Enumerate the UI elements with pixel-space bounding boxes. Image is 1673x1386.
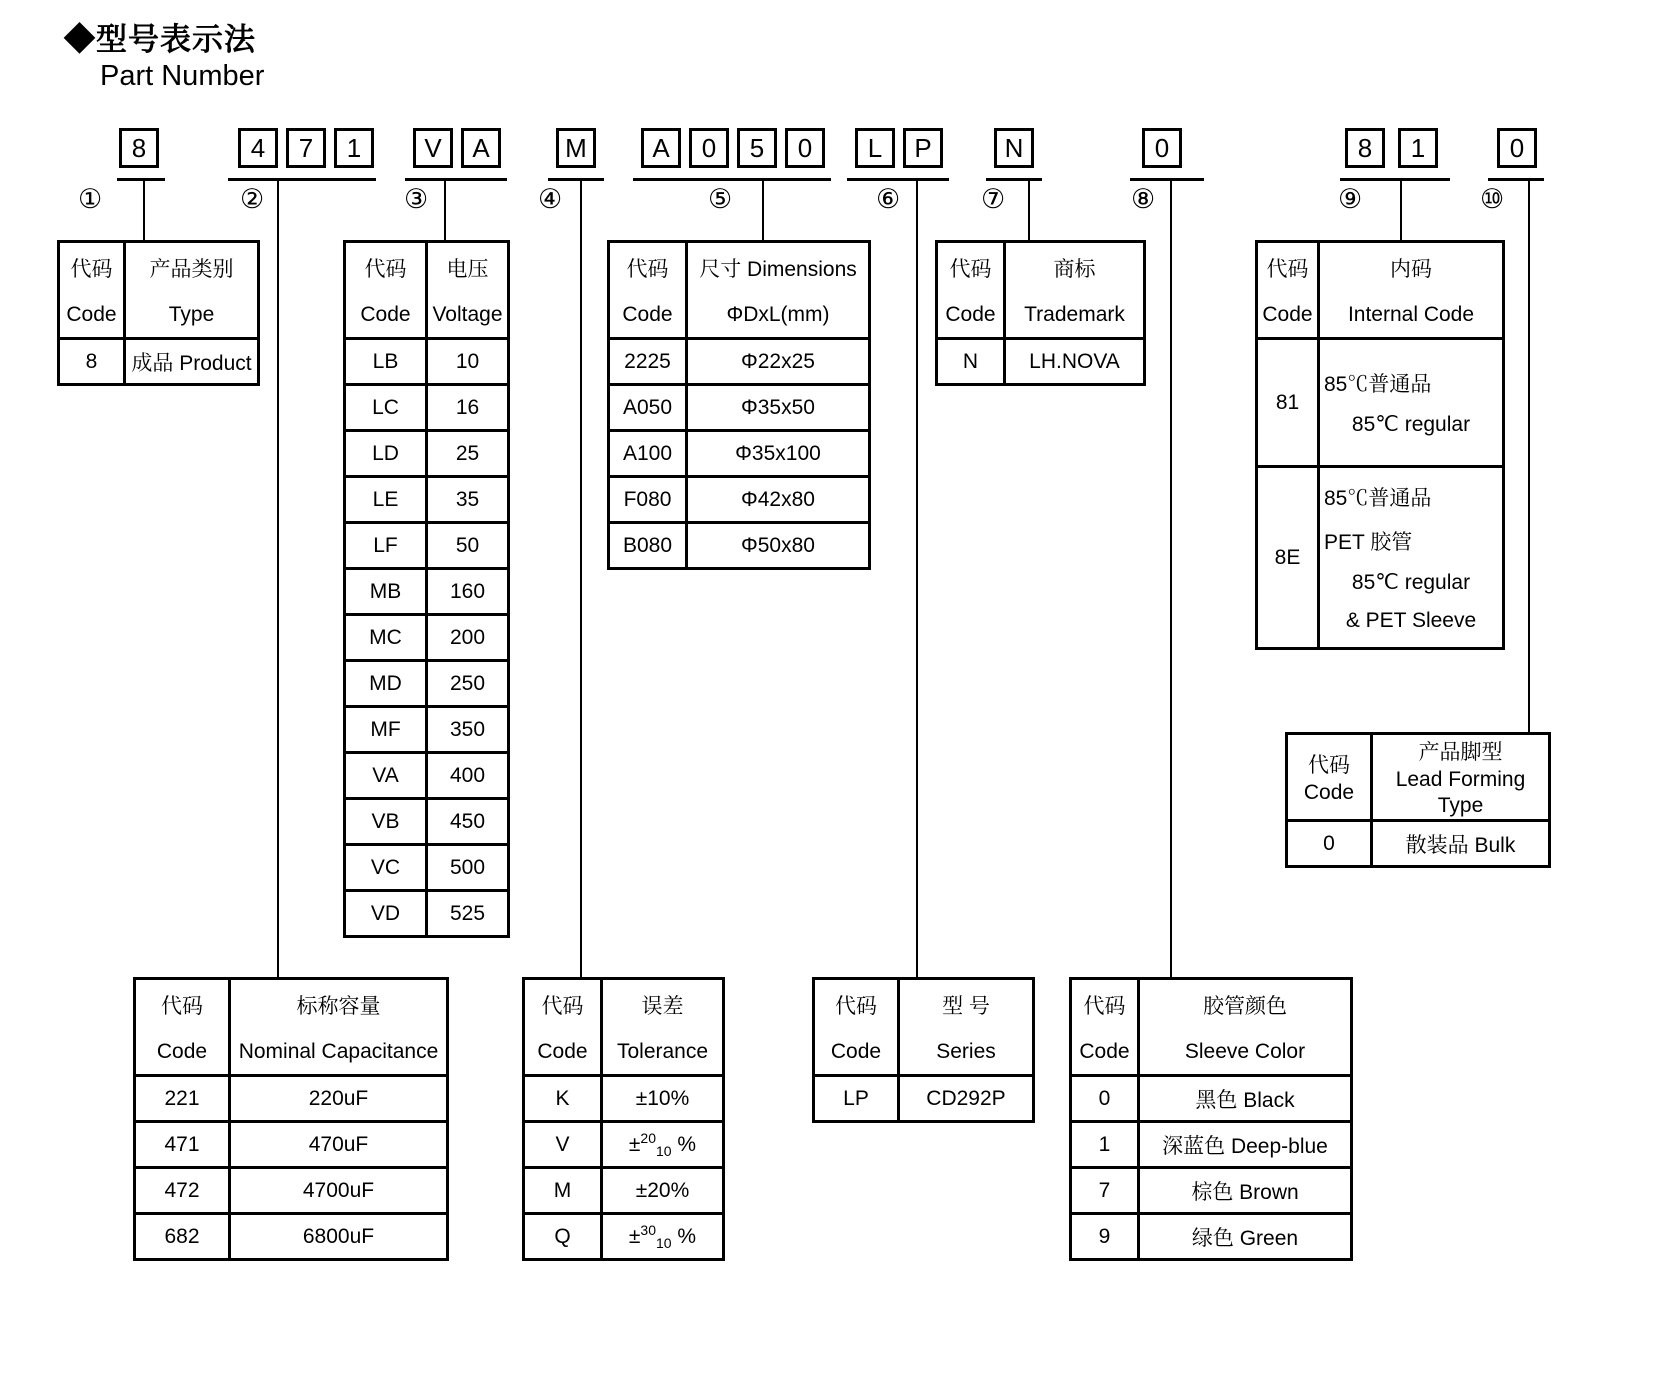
header-series-zh: 型 号 bbox=[942, 995, 990, 1018]
cell-code: F080 bbox=[609, 477, 687, 523]
cell-value: 450 bbox=[427, 799, 509, 845]
code-box: 0 bbox=[1497, 128, 1537, 168]
header-sleeve-en: Sleeve Color bbox=[1184, 1040, 1306, 1063]
connector-line bbox=[143, 181, 145, 240]
group-underline bbox=[1340, 178, 1450, 181]
table-row bbox=[814, 1076, 1034, 1122]
cell-value: 绿色 Green bbox=[1139, 1214, 1352, 1260]
connector-line bbox=[277, 181, 279, 977]
table-row bbox=[524, 1076, 724, 1122]
connector-line bbox=[1400, 181, 1402, 240]
group-underline bbox=[117, 178, 165, 181]
page-title-zh: ◆型号表示法 bbox=[64, 22, 256, 57]
header-capacitance-en: Nominal Capacitance bbox=[238, 1040, 439, 1063]
code-box: 7 bbox=[286, 128, 326, 168]
cell-code: M bbox=[524, 1168, 602, 1214]
cell-value: 400 bbox=[427, 753, 509, 799]
table-row bbox=[345, 431, 509, 477]
cell-code: MB bbox=[345, 569, 427, 615]
group-underline bbox=[986, 178, 1042, 181]
code-box: M bbox=[556, 128, 596, 168]
cell-value: 黑色 Black bbox=[1139, 1076, 1352, 1122]
header-code-zh: 代码 bbox=[161, 995, 203, 1018]
cell-value bbox=[1319, 339, 1504, 467]
table-row bbox=[937, 339, 1145, 385]
table-row bbox=[609, 477, 870, 523]
code-box: V bbox=[413, 128, 453, 168]
table-row bbox=[1071, 1076, 1352, 1122]
tolerance-lower: 10 bbox=[656, 1143, 672, 1160]
table-row bbox=[1257, 467, 1504, 649]
cell-value: 470uF bbox=[230, 1122, 448, 1168]
header-type-en: Type bbox=[168, 303, 215, 326]
table-header-row bbox=[1071, 979, 1352, 1076]
cell-code: 2225 bbox=[609, 339, 687, 385]
header-type-zh: 产品类别 bbox=[149, 258, 234, 281]
header-lead-en2: Type bbox=[1437, 794, 1484, 817]
header-code-zh: 代码 bbox=[541, 995, 584, 1018]
group-marker: ⑦ bbox=[981, 184, 1006, 214]
code-box: 8 bbox=[1345, 128, 1385, 168]
table-header-row bbox=[59, 242, 259, 339]
table-row bbox=[1071, 1168, 1352, 1214]
connector-line bbox=[762, 181, 764, 240]
table-row bbox=[609, 385, 870, 431]
header-code-en: Code bbox=[156, 1040, 208, 1063]
group-marker: ⑥ bbox=[876, 184, 901, 214]
cell-code: 472 bbox=[135, 1168, 230, 1214]
tolerance-lower: 10 bbox=[656, 1235, 672, 1252]
cell-value: 250 bbox=[427, 661, 509, 707]
cell-value: Φ35x50 bbox=[687, 385, 870, 431]
header-voltage-zh: 电压 bbox=[446, 258, 489, 281]
cell-code: N bbox=[937, 339, 1005, 385]
cell-code: 0 bbox=[1071, 1076, 1139, 1122]
table-row bbox=[345, 523, 509, 569]
table-header-row bbox=[609, 242, 870, 339]
group-marker: ③ bbox=[404, 184, 429, 214]
cell-code: 682 bbox=[135, 1214, 230, 1260]
cell-code: VC bbox=[345, 845, 427, 891]
cell-code: K bbox=[524, 1076, 602, 1122]
table-row bbox=[345, 385, 509, 431]
header-code-en: Code bbox=[537, 1040, 588, 1063]
header-code-en: Code bbox=[66, 303, 117, 326]
code-box: 5 bbox=[737, 128, 777, 168]
table-product-type bbox=[57, 240, 260, 386]
table-row bbox=[345, 845, 509, 891]
cell-value: Φ42x80 bbox=[687, 477, 870, 523]
group-underline bbox=[1488, 178, 1544, 181]
group-marker: ④ bbox=[538, 184, 563, 214]
header-tolerance-en: Tolerance bbox=[616, 1040, 709, 1063]
cell-code: Q bbox=[524, 1214, 602, 1260]
cell-value: ±10% bbox=[602, 1076, 724, 1122]
header-code-en: Code bbox=[1262, 303, 1313, 326]
group-marker: ② bbox=[240, 184, 265, 214]
tolerance-upper: 20 bbox=[640, 1129, 656, 1146]
table-trademark bbox=[935, 240, 1146, 386]
cell-code: LB bbox=[345, 339, 427, 385]
table-row bbox=[59, 339, 259, 385]
header-code-zh: 代码 bbox=[835, 995, 877, 1018]
code-box: 1 bbox=[1398, 128, 1438, 168]
cell-code: A050 bbox=[609, 385, 687, 431]
cell-value: 500 bbox=[427, 845, 509, 891]
cell-code: MC bbox=[345, 615, 427, 661]
code-box: A bbox=[641, 128, 681, 168]
group-marker: ⑧ bbox=[1131, 184, 1156, 214]
header-lead-en1: Lead Forming bbox=[1395, 768, 1526, 791]
code-box: 8 bbox=[119, 128, 159, 168]
group-underline bbox=[228, 178, 376, 181]
internal-line: PET 胶管 bbox=[1324, 531, 1413, 554]
table-row bbox=[345, 891, 509, 937]
page-title-en: Part Number bbox=[100, 60, 265, 92]
table-internal-code bbox=[1255, 240, 1505, 650]
cell-code: LP bbox=[814, 1076, 899, 1122]
cell-value: 25 bbox=[427, 431, 509, 477]
cell-value: 成品 Product bbox=[125, 339, 259, 385]
cell-code: 9 bbox=[1071, 1214, 1139, 1260]
tolerance-sign: ± bbox=[628, 1224, 641, 1248]
internal-line: 85℃ regular bbox=[1351, 571, 1471, 594]
table-row bbox=[609, 339, 870, 385]
cell-value: 10 bbox=[427, 339, 509, 385]
cell-code: 7 bbox=[1071, 1168, 1139, 1214]
table-row bbox=[524, 1168, 724, 1214]
cell-code: B080 bbox=[609, 523, 687, 569]
code-box: L bbox=[855, 128, 895, 168]
cell-value: CD292P bbox=[899, 1076, 1034, 1122]
group-underline bbox=[1130, 178, 1204, 181]
group-marker: ① bbox=[78, 184, 103, 214]
cell-code: LC bbox=[345, 385, 427, 431]
code-box: 4 bbox=[238, 128, 278, 168]
tolerance-sign: ± bbox=[628, 1132, 641, 1156]
table-row bbox=[345, 753, 509, 799]
table-row bbox=[345, 799, 509, 845]
cell-code: LE bbox=[345, 477, 427, 523]
table-row bbox=[135, 1168, 448, 1214]
header-internal-zh: 内码 bbox=[1390, 258, 1432, 281]
code-box: A bbox=[461, 128, 501, 168]
cell-value: 散装品 Bulk bbox=[1372, 821, 1550, 867]
header-code-en: Code bbox=[360, 303, 411, 326]
table-row bbox=[1287, 821, 1550, 867]
table-sleeve-color bbox=[1069, 977, 1353, 1261]
cell-value: 160 bbox=[427, 569, 509, 615]
table-row bbox=[1071, 1122, 1352, 1168]
group-marker: ⑨ bbox=[1338, 184, 1363, 214]
table-header-row bbox=[135, 979, 448, 1076]
internal-line: 85℃普通品 bbox=[1324, 487, 1432, 510]
cell-code: V bbox=[524, 1122, 602, 1168]
table-voltage bbox=[343, 240, 510, 938]
cell-value: Φ50x80 bbox=[687, 523, 870, 569]
table-row bbox=[1257, 339, 1504, 467]
cell-value: LH.NOVA bbox=[1005, 339, 1145, 385]
table-row bbox=[135, 1122, 448, 1168]
connector-line bbox=[916, 181, 918, 977]
header-tolerance-zh: 误差 bbox=[641, 995, 684, 1018]
tolerance-unit: % bbox=[671, 1132, 697, 1156]
cell-code: 0 bbox=[1287, 821, 1372, 867]
group-underline bbox=[405, 178, 507, 181]
cell-code: 1 bbox=[1071, 1122, 1139, 1168]
table-row bbox=[609, 523, 870, 569]
cell-value: 4700uF bbox=[230, 1168, 448, 1214]
header-dimensions-unit: ΦDxL(mm) bbox=[726, 303, 830, 326]
table-row bbox=[345, 661, 509, 707]
cell-code: A100 bbox=[609, 431, 687, 477]
header-code-zh: 代码 bbox=[70, 258, 113, 281]
cell-value: Φ22x25 bbox=[687, 339, 870, 385]
cell-value: Φ35x100 bbox=[687, 431, 870, 477]
cell-value: 35 bbox=[427, 477, 509, 523]
table-series bbox=[812, 977, 1035, 1123]
group-underline bbox=[548, 178, 604, 181]
cell-value: ±20% bbox=[602, 1168, 724, 1214]
table-row bbox=[345, 707, 509, 753]
cell-code: VB bbox=[345, 799, 427, 845]
header-trademark-zh: 商标 bbox=[1053, 258, 1096, 281]
table-dimensions bbox=[607, 240, 871, 570]
header-series-en: Series bbox=[936, 1040, 996, 1063]
cell-value bbox=[602, 1214, 724, 1260]
cell-value: 棕色 Brown bbox=[1139, 1168, 1352, 1214]
connector-line bbox=[444, 181, 446, 240]
code-box: 0 bbox=[689, 128, 729, 168]
table-row bbox=[524, 1214, 724, 1260]
header-code-zh: 代码 bbox=[1083, 995, 1126, 1018]
table-header-row bbox=[814, 979, 1034, 1076]
table-row bbox=[1071, 1214, 1352, 1260]
header-trademark-en: Trademark bbox=[1024, 303, 1125, 326]
header-code-en: Code bbox=[830, 1040, 882, 1063]
header-dimensions-zh: 尺寸 Dimensions bbox=[699, 258, 857, 281]
table-tolerance bbox=[522, 977, 725, 1261]
header-code-zh: 代码 bbox=[949, 258, 992, 281]
connector-line bbox=[1170, 181, 1172, 977]
group-underline bbox=[633, 178, 831, 181]
code-box: 0 bbox=[785, 128, 825, 168]
table-row bbox=[135, 1214, 448, 1260]
tolerance-upper: 30 bbox=[640, 1221, 656, 1238]
table-row bbox=[345, 569, 509, 615]
cell-value: 6800uF bbox=[230, 1214, 448, 1260]
cell-value: 525 bbox=[427, 891, 509, 937]
header-sleeve-zh: 胶管颜色 bbox=[1203, 995, 1287, 1018]
group-marker: ⑤ bbox=[708, 184, 733, 214]
cell-code: 221 bbox=[135, 1076, 230, 1122]
cell-code: 81 bbox=[1257, 339, 1319, 467]
table-header-row bbox=[524, 979, 724, 1076]
cell-value: 16 bbox=[427, 385, 509, 431]
cell-value bbox=[1319, 467, 1504, 649]
table-header-row bbox=[1257, 242, 1504, 339]
cell-code: 8 bbox=[59, 339, 125, 385]
table-header-row bbox=[937, 242, 1145, 339]
cell-code: 8E bbox=[1257, 467, 1319, 649]
internal-line: 85℃普通品 bbox=[1324, 373, 1432, 396]
code-box: P bbox=[903, 128, 943, 168]
table-lead-forming bbox=[1285, 732, 1551, 868]
code-box: N bbox=[994, 128, 1034, 168]
header-lead-zh: 产品脚型 bbox=[1418, 741, 1503, 764]
header-capacitance-zh: 标称容量 bbox=[296, 995, 381, 1018]
table-capacitance bbox=[133, 977, 449, 1261]
cell-value bbox=[602, 1122, 724, 1168]
cell-value: 50 bbox=[427, 523, 509, 569]
header-code-zh: 代码 bbox=[1266, 258, 1309, 281]
table-row bbox=[524, 1122, 724, 1168]
table-header-row bbox=[1287, 734, 1550, 821]
cell-code: VD bbox=[345, 891, 427, 937]
code-box: 0 bbox=[1142, 128, 1182, 168]
connector-line bbox=[1528, 181, 1530, 732]
cell-code: MD bbox=[345, 661, 427, 707]
code-box: 1 bbox=[334, 128, 374, 168]
cell-value: 深蓝色 Deep-blue bbox=[1139, 1122, 1352, 1168]
table-header-row bbox=[345, 242, 509, 339]
internal-line: 85℃ regular bbox=[1351, 413, 1471, 436]
group-underline bbox=[847, 178, 949, 181]
cell-value: 200 bbox=[427, 615, 509, 661]
internal-line: & PET Sleeve bbox=[1345, 609, 1477, 632]
table-row bbox=[345, 477, 509, 523]
header-code-en: Code bbox=[1079, 1040, 1130, 1063]
cell-code: 471 bbox=[135, 1122, 230, 1168]
header-code-zh: 代码 bbox=[1308, 754, 1350, 777]
connector-line bbox=[1028, 181, 1030, 240]
header-code-zh: 代码 bbox=[626, 258, 669, 281]
group-marker: ⑩ bbox=[1480, 184, 1505, 214]
table-row bbox=[135, 1076, 448, 1122]
table-row bbox=[345, 615, 509, 661]
tolerance-unit: % bbox=[671, 1224, 697, 1248]
cell-value: 220uF bbox=[230, 1076, 448, 1122]
header-internal-en: Internal Code bbox=[1347, 303, 1475, 326]
table-row bbox=[609, 431, 870, 477]
cell-code: LF bbox=[345, 523, 427, 569]
header-voltage-en: Voltage bbox=[432, 303, 503, 326]
connector-line bbox=[580, 181, 582, 977]
header-code-zh: 代码 bbox=[364, 258, 407, 281]
cell-code: LD bbox=[345, 431, 427, 477]
header-code-en: Code bbox=[622, 303, 673, 326]
cell-code: MF bbox=[345, 707, 427, 753]
header-code-en: Code bbox=[945, 303, 996, 326]
cell-code: VA bbox=[345, 753, 427, 799]
header-code-en: Code bbox=[1303, 781, 1355, 804]
cell-value: 350 bbox=[427, 707, 509, 753]
table-row bbox=[345, 339, 509, 385]
